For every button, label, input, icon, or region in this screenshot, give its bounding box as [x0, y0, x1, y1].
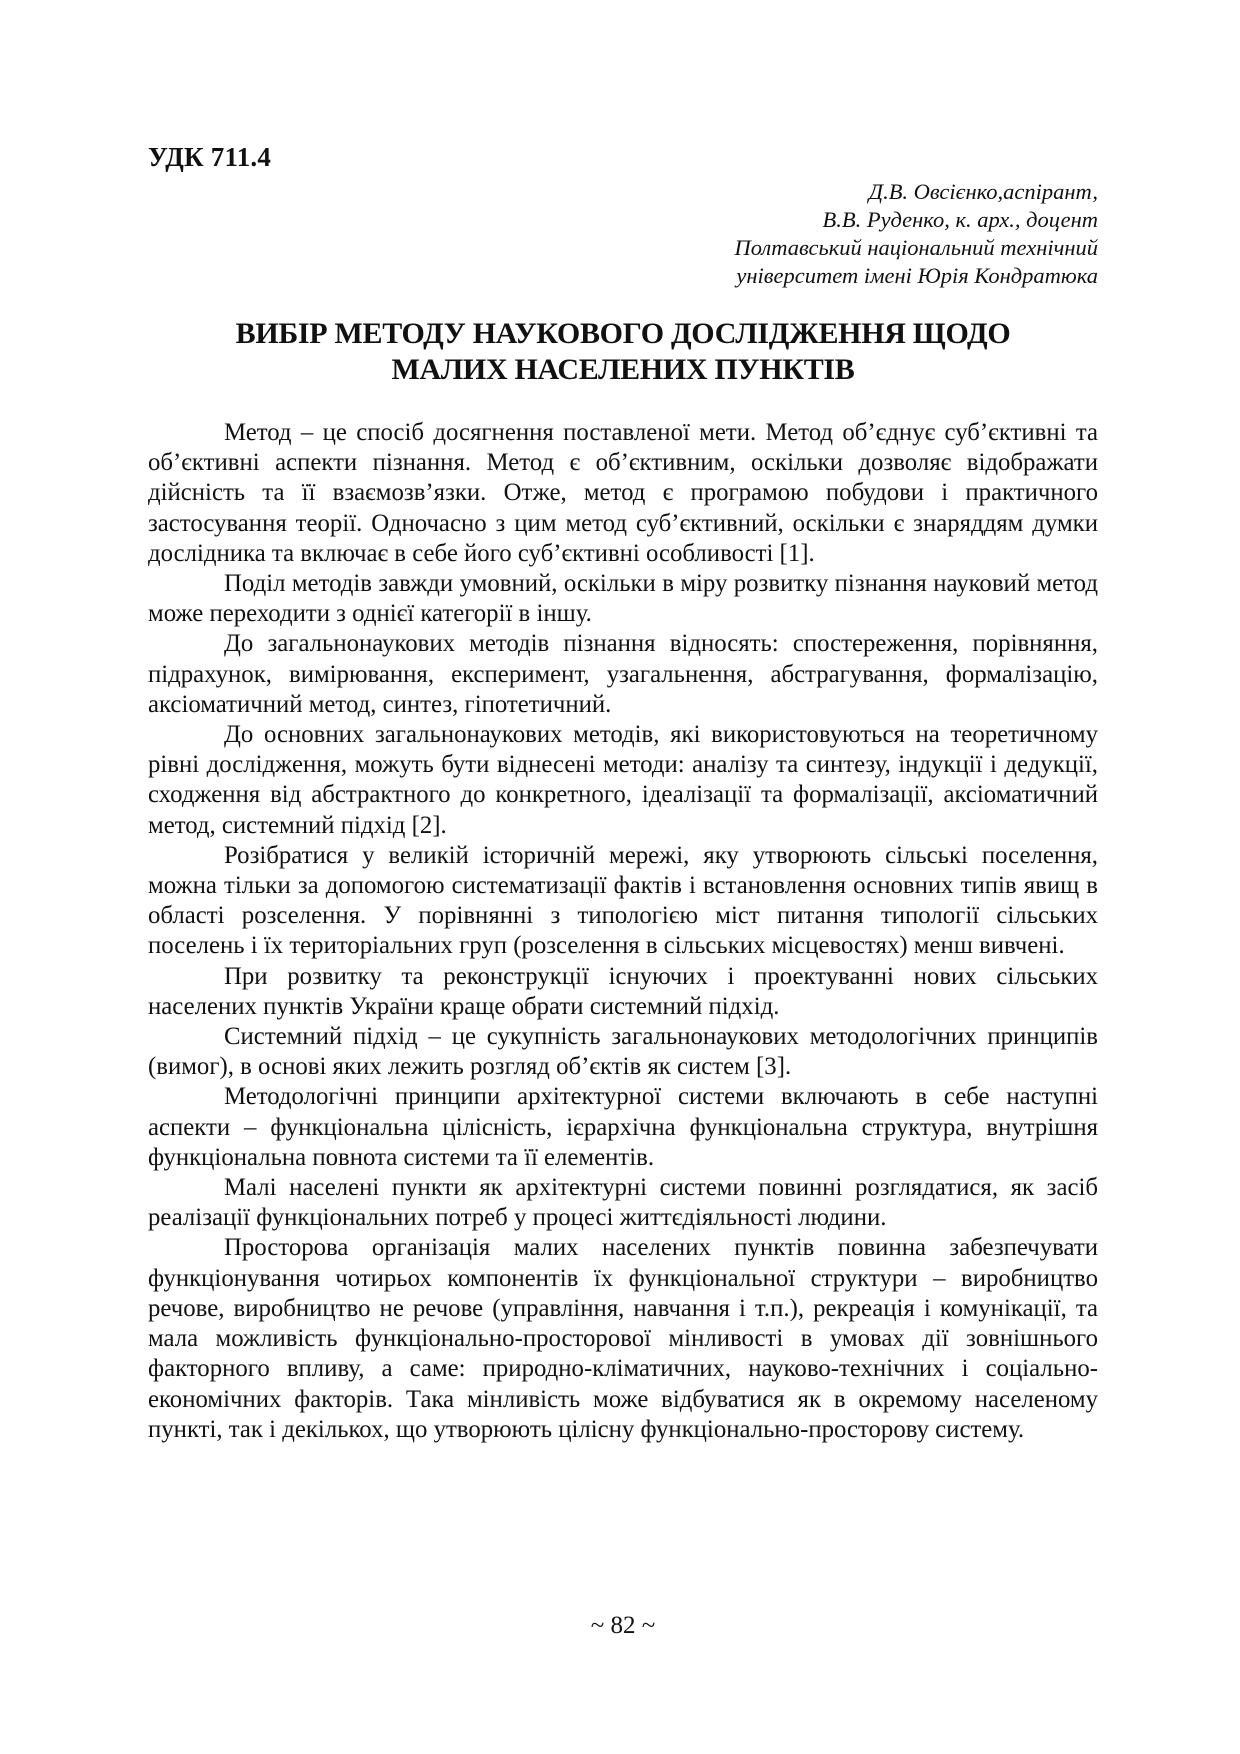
paragraph: Методологічні принципи архітектурної системи включають в себе наступні аспекти – функціональна цілісність, ієрархічна функціональна структура, внутрішня функціональна повнота системи та її елементів. [148, 1083, 1098, 1171]
paragraph: Розібратися у великій історичній мережі, яку утворюють сільські поселення, можна тільки за допомогою систематизації фактів і встановлення основних типів явищ в області розселення. У порівнянні з типологією міст питання типології сільських поселень і їх територіальних груп (розселення в сільських місцевостях) менш вивчені. [148, 841, 1098, 960]
udc-code: УДК 711.4 [148, 142, 272, 172]
paragraph: До основних загальнонаукових методів, які використовуються на теоретичному рівні дослідження, можуть бути віднесені методи: аналізу та синтезу, індукції і дедукції, сходження від абстрактного до конкретного, ідеалізації та формалізації, аксіоматичний метод, системний підхід [2]. [148, 721, 1098, 839]
paragraph: Метод – це спосіб досягнення поставленої мети. Метод об’єднує суб’єктивні та об’єктивні аспекти пізнання. Метод є об’єктивним, оскільки дозволяє відображати дійсність та її взаємозв’язки. Отже, метод є програмою побудови і практичного застосування теорії. Одночасно з цим метод суб’єктивний, оскільки є знаряддям думки дослідника та включає в себе його суб’єктивні особливості [1]. [148, 419, 1098, 567]
paragraph: Просторова організація малих населених пунктів повинна забезпечувати функціонування чотирьох компонентів їх функціональної структури – виробництво речове, виробництво не речове (управління, навчання і т.п.), рекреація і комунікації, та мала можливість функціонально-просторової мінливості в умовах дії зовнішнього факторного впливу, а саме: природно-кліматичних, науково-технічних і соціально-економічних факторів. Така мінливість може відбуватися як в окремому населеному пункті, так і декількох, що утворюють цілісну функціонально-просторову систему. [148, 1234, 1098, 1443]
author-block [734, 178, 1098, 290]
document-page [148, 0, 1098, 1754]
paragraph: Системний підхід – це сукупність загальнонаукових методологічних принципів (вимог), в основі яких лежить розгляд об’єктів як систем [3]. [148, 1023, 1098, 1081]
paragraph: Поділ методів завжди умовний, оскільки в міру розвитку пізнання науковий метод може переходити з однієї категорії в іншу. [148, 570, 1098, 628]
author-line-1: Д.В. Овсієнко,аспірант, [868, 179, 1098, 204]
affiliation-line-2: університет імені Юрія Кондратюка [736, 263, 1098, 288]
affiliation-line-1: Полтавський національний технічний [734, 235, 1098, 260]
article-title-line-1: ВИБІР МЕТОДУ НАУКОВОГО ДОСЛІДЖЕННЯ ЩОДО [235, 317, 1011, 350]
article-title [148, 316, 1098, 388]
author-line-2: В.В. Руденко, к. арх., доцент [822, 207, 1098, 232]
paragraph: До загальнонаукових методів пізнання відносять: спостереження, порівняння, підрахунок, вимірювання, експеримент, узагальнення, абстрагування, формалізацію, аксіоматичний метод, синтез, гіпотетичний. [148, 630, 1098, 718]
paragraph: При розвитку та реконструкції існуючих і проектуванні нових сільських населених пунктів України краще обрати системний підхід. [148, 962, 1098, 1020]
page-number: ~ 82 ~ [590, 1612, 656, 1639]
article-body [148, 418, 1098, 1445]
paragraph: Малі населені пункти як архітектурні системи повинні розглядатися, як засіб реалізації функціональних потреб у процесі життєдіяльності людини. [148, 1174, 1098, 1232]
article-title-line-2: МАЛИХ НАСЕЛЕНИХ ПУНКТІВ [391, 353, 855, 386]
